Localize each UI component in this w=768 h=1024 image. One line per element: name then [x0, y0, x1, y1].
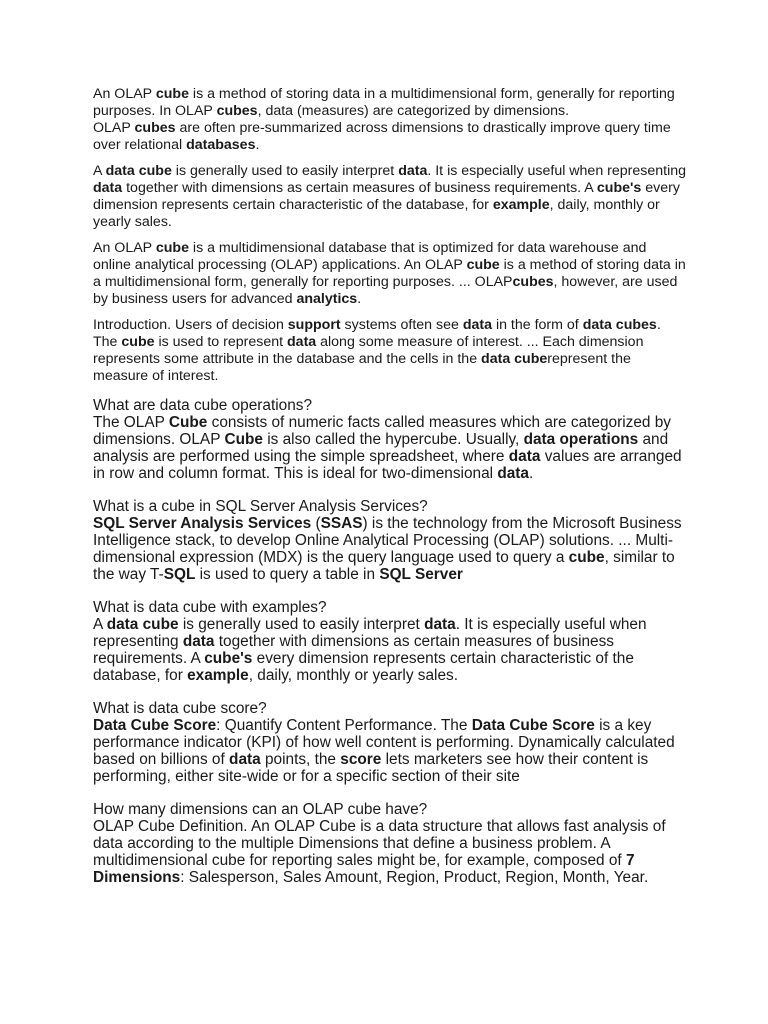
bold-term: Data Cube Score	[471, 717, 595, 734]
bold-term: example	[492, 197, 550, 213]
paragraph-line: OLAP cubes are often pre-summarized across dimensions to drastically improve query time over relational databases.	[93, 120, 671, 153]
paragraph-olap-database: An OLAP cube is a multidimensional database that is optimized for data warehouse and online analytical processing (OLAP) applications. An OLAP cube is a method of storing data in a multidimensional form, generally for reporting purposes. ... OLAPcubes, however, are used by business users for advanced analytics.	[93, 240, 686, 307]
qa-section	[93, 397, 688, 886]
paragraph-data-cube: A data cube is generally used to easily interpret data. It is especially useful when representing data together with dimensions as certain measures of business requirements. A cube's every dimension represents certain characteristic of the database, for example, daily, monthly or yearly sales.	[93, 163, 687, 230]
qa-item-operations	[93, 397, 688, 482]
qa-item-score	[93, 700, 688, 785]
bold-term: cube	[466, 257, 500, 273]
qa-answer: Data Cube Score: Quantify Content Performance. The Data Cube Score is a key performance indicator (KPI) of how well content is performing. Dynamically calculated based on billions of data points, the score lets marketers see how their content is performing, either site-wide or for a specific section of their site	[93, 717, 675, 785]
bold-term: data	[398, 163, 428, 179]
bold-term: SQL	[163, 566, 196, 583]
qa-question: What is data cube with examples?	[93, 599, 327, 616]
bold-term: SQL Server Analysis Services	[93, 515, 312, 532]
bold-term: data	[93, 180, 123, 196]
qa-answer: A data cube is generally used to easily interpret data. It is especially useful when representing data together with dimensions as certain measures of business requirements. A cube's every dimension represents certain characteristic of the database, for example, daily, monthly or yearly sales.	[93, 616, 647, 684]
bold-term: Cube	[224, 431, 263, 448]
bold-term: data	[462, 317, 492, 333]
bold-term: cube	[155, 240, 189, 256]
bold-term: data cubes	[582, 317, 657, 333]
qa-item-dimensions	[93, 801, 688, 886]
bold-term: data operations	[523, 431, 639, 448]
bold-term: analytics	[296, 291, 358, 307]
bold-term: cube's	[204, 650, 253, 667]
qa-item-examples	[93, 599, 688, 684]
paragraph-introduction: Introduction. Users of decision support systems often see data in the form of data cubes. The cube is used to represent data along some measure of interest. ... Each dimension represents some attribute in the database and the cells in the data cuberepresent the measure of interest.	[93, 317, 661, 384]
bold-term: example	[187, 667, 249, 684]
bold-term: Data Cube Score	[93, 717, 217, 734]
bold-term: data	[287, 334, 317, 350]
bold-term: data	[508, 448, 541, 465]
bold-term: data	[424, 616, 456, 633]
paragraph-line: An OLAP cube is a method of storing data in a multidimensional form, generally for reporting purposes. In OLAP cubes, data (measures) are categorized by dimensions.	[93, 86, 675, 119]
bold-term: SQL Server	[379, 566, 463, 583]
qa-answer: The OLAP Cube consists of numeric facts called measures which are categorized by dimensions. OLAP Cube is also called the hypercube. Usually, data operations and analysis are performed using the simple spreadsheet, where data values are arranged in row and column format. This is ideal for two-dimensional data.	[93, 414, 682, 482]
qa-question: How many dimensions can an OLAP cube have?	[93, 801, 428, 818]
qa-item-ssas	[93, 498, 688, 583]
bold-term: cubes	[134, 120, 176, 136]
paragraph-olap-cube	[93, 86, 688, 154]
bold-term: data cube	[106, 616, 179, 633]
bold-term: data cube	[481, 351, 548, 367]
qa-question: What are data cube operations?	[93, 397, 313, 414]
bold-term: SSAS	[320, 515, 363, 532]
bold-term: cube	[568, 549, 605, 566]
bold-term: cube's	[596, 180, 642, 196]
qa-question: What is data cube score?	[93, 700, 267, 717]
bold-term: databases	[186, 137, 256, 153]
bold-term: score	[340, 751, 382, 768]
bold-term: cubes	[216, 103, 258, 119]
bold-term: data	[182, 633, 215, 650]
qa-answer: SQL Server Analysis Services (SSAS) is the technology from the Microsoft Business Intelligence stack, to develop Online Analytical Processing (OLAP) solutions. ... Multi-dimensional expression (MDX) is the query language used to query a cube, similar to the way T-SQL is used to query a table in SQL Server	[93, 515, 682, 583]
bold-term: 7 Dimensions	[93, 852, 635, 886]
bold-term: data cube	[105, 163, 172, 179]
qa-question: What is a cube in SQL Server Analysis Services?	[93, 498, 428, 515]
qa-answer: OLAP Cube Definition. An OLAP Cube is a data structure that allows fast analysis of data according to the multiple Dimensions that define a business problem. A multidimensional cube for reporting sales might be, for example, composed of 7 Dimensions: Salesperson, Sales Amount, Region, Product, Region, Month, Year.	[93, 818, 666, 886]
bold-term: Cube	[168, 414, 208, 431]
bold-term: support	[287, 317, 341, 333]
bold-term: cube	[121, 334, 155, 350]
bold-term: cube	[155, 86, 189, 102]
bold-term: cubes	[512, 274, 554, 290]
intro-section	[93, 86, 688, 385]
bold-term: data	[229, 751, 261, 768]
bold-term: data	[497, 465, 529, 482]
